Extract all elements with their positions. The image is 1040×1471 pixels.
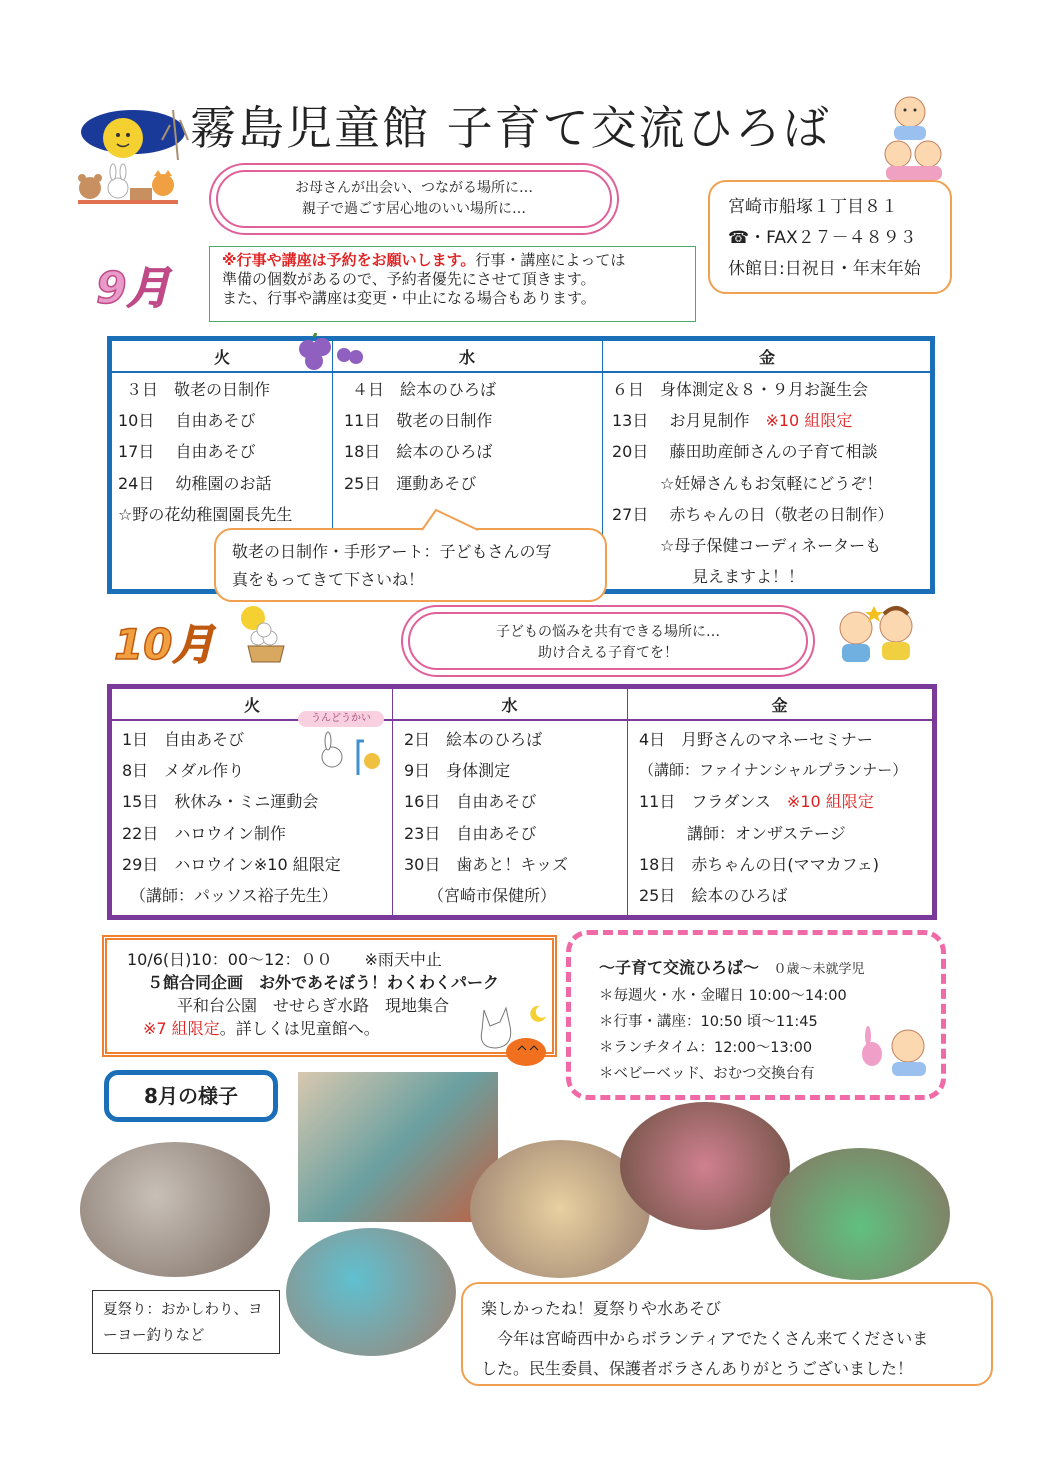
october-cloud-line: 助け合える子育てを！ [538, 645, 678, 661]
column-header-wednesday: 水 [501, 696, 518, 715]
schedule-entry: 29日 ハロウイン※10 組限定 [122, 854, 341, 874]
schedule-entry: 22日 ハロウイン制作 [122, 823, 286, 843]
september-wednesday-column [344, 374, 496, 499]
schedule-entry: ☆母子保健コーディネーターも [612, 536, 882, 556]
schedule-entry: 11日 敬老の日制作 [344, 411, 493, 431]
schedule-entry-text: 11日 フラダンス [639, 792, 771, 812]
schedule-entry: 15日 秋休み・ミニ運動会 [122, 792, 319, 812]
schedule-entry: 2日 絵本のひろば [404, 730, 543, 749]
schedule-entry: 25日 運動あそび [344, 473, 477, 493]
october-cloud-line: 子どもの悩みを共有できる場所に… [496, 624, 720, 640]
grape-icon [294, 333, 366, 373]
schedule-entry: （講師：ファイナンシャルプランナー） [639, 761, 908, 780]
schedule-entry: ☆野の花幼稚園園長先生 [118, 504, 293, 524]
intro-cloud [216, 170, 612, 228]
hiroba-title: ～子育て交流ひろば～ [599, 958, 760, 977]
event-location: 平和台公園 せせらぎ水路 現地集合 [177, 996, 450, 1015]
hiroba-item: ＊ランチタイム：12:00～13:00 [599, 1040, 813, 1056]
limit-badge: ※10 組限定 [786, 792, 874, 812]
schedule-entry: 17日 自由あそび [118, 442, 256, 462]
schedule-entry: 9日 身体測定 [404, 761, 511, 781]
august-section-label: 8月の様子 [104, 1070, 278, 1122]
babies-illustration [880, 92, 950, 187]
phone-fax: ☎・FAX２７－４８９３ [728, 228, 917, 248]
hiroba-age: ０歳～未就学児 [773, 962, 865, 977]
schedule-entry: 1日 自由あそび [122, 730, 245, 749]
schedule-entry: 4日 月野さんのマネーセミナー [639, 730, 873, 749]
banner-text: うんどうかい [311, 713, 371, 724]
reservation-notice [209, 246, 696, 322]
schedule-entry: 18日 絵本のひろば [344, 442, 493, 462]
event-datetime: 10/6(日)10：00～12：００ ※雨天中止 [127, 950, 442, 969]
hiroba-item: ＊毎週火・水・金曜日 10:00～14:00 [599, 988, 847, 1004]
hiroba-item: ＊ベビーベッド、おむつ交換台有 [599, 1066, 815, 1082]
month-label-september: 9月 [96, 263, 171, 314]
limit-badge: ※10 組限定 [765, 411, 853, 431]
schedule-entry: 見えますよ！！ [612, 567, 805, 587]
schedule-entry: 24日 幼稚園のお話 [118, 473, 272, 493]
notice-text: また、行事や講座は変更・中止になる場合もあります。 [222, 289, 596, 307]
event-title: ５館合同企画 お外であそぼう！わくわくパーク [147, 973, 500, 992]
schedule-entry-text: 13日 お月見制作 [612, 411, 750, 431]
bubble-line: 敬老の日制作・手形アート：子どもさんの写 [232, 542, 552, 561]
column-header-wednesday: 水 [458, 348, 475, 367]
october-wednesday-column [404, 724, 568, 911]
address-box [708, 180, 952, 294]
page-title: 霧島児童館 子育て交流ひろば [190, 101, 831, 155]
water-play-photo-1 [298, 1072, 498, 1222]
message-line: した。民生委員、保護者ボラさんありがとうございました！ [481, 1359, 914, 1378]
schedule-entry: ３日 敬老の日制作 [126, 380, 271, 399]
schedule-entry [639, 786, 907, 817]
handprint-bubble [214, 528, 607, 602]
pool-photo-1 [620, 1102, 790, 1230]
schedule-entry: 30日 歯あと！キッズ [404, 854, 569, 874]
september-friday-column [612, 374, 893, 592]
limit-badge: ※7 組限定 [143, 1019, 220, 1038]
schedule-entry: ６日 身体測定＆８・９月お誕生会 [612, 380, 869, 399]
schedule-entry: ４日 絵本のひろば [352, 380, 497, 399]
notice-emphasis: ※行事や講座は予約をお願いします。 [222, 251, 476, 269]
closed-days: 休館日:日祝日・年末年始 [728, 259, 921, 279]
schedule-entry: 10日 自由あそび [118, 411, 256, 431]
column-header-tuesday: 火 [213, 348, 230, 367]
schedule-entry [612, 405, 893, 436]
caption-line: ーヨー釣りなど [103, 1328, 205, 1344]
september-tuesday-column [118, 374, 292, 530]
summer-festival-caption [92, 1290, 280, 1354]
bubble-line: 真をもってきて下さいね！ [232, 570, 425, 589]
schedule-entry: 27日 赤ちゃんの日（敬老の日制作） [612, 504, 894, 524]
column-header-friday: 金 [771, 696, 788, 715]
baby-rabbit-illustration [856, 1024, 936, 1080]
hiroba-item: ＊行事・講座：10:50 頃～11:45 [599, 1014, 818, 1030]
halloween-cat-pumpkin-icon [470, 1000, 550, 1068]
message-line: 今年は宮崎西中からボランティアでたくさん来てくださいま [481, 1329, 929, 1348]
month-label-october: 10月 [114, 620, 215, 669]
schedule-entry: （講師：パッソス裕子先生） [122, 886, 338, 906]
moon-rabbit-illustration [78, 100, 193, 218]
caption-line: 夏祭り：おかしわり、ヨ [103, 1302, 263, 1318]
schedule-entry: 講師：オンザステージ [639, 823, 846, 843]
intro-cloud-line: お母さんが出会い、つながる場所に… [295, 180, 533, 196]
notice-text: 行事・講座によっては [475, 251, 626, 269]
schedule-entry: 20日 藤田助産師さんの子育て相談 [612, 442, 878, 462]
address-line: 宮崎市船塚１丁目８１ [728, 197, 898, 217]
column-header-tuesday: 火 [243, 696, 260, 715]
schedule-entry: ☆妊婦さんもお気軽にどうぞ！ [612, 473, 883, 493]
august-message-bubble [461, 1282, 993, 1386]
october-cloud [408, 612, 808, 670]
intro-cloud-line: 親子で過ごす居心地のいい場所に… [302, 201, 526, 217]
schedule-entry: 8日 メダル作り [122, 761, 245, 781]
october-tuesday-column [122, 724, 341, 911]
pool-photo-2 [770, 1148, 950, 1280]
event-note: 。詳しくは児童館へ。 [219, 1019, 380, 1038]
schedule-entry: 18日 赤ちゃんの日(ママカフェ) [639, 854, 880, 874]
october-friday-column [639, 724, 907, 911]
bubble-tail [420, 508, 480, 532]
schedule-entry: （宮崎市保健所） [404, 886, 557, 906]
october-schedule-table [107, 684, 937, 920]
two-children-illustration [834, 600, 924, 670]
schedule-entry: 16日 自由あそび [404, 792, 537, 812]
tsukimi-dango-icon [228, 604, 303, 664]
schedule-entry: 25日 絵本のひろば [639, 886, 788, 906]
message-line: 楽しかったね！夏祭りや水あそび [481, 1299, 722, 1318]
water-play-photo-2 [286, 1228, 456, 1356]
schedule-entry: 23日 自由あそび [404, 823, 537, 843]
summer-festival-photo [80, 1142, 270, 1277]
notice-text: 準備の個数があるので、予約者優先にさせて頂きます。 [222, 270, 596, 288]
column-header-friday: 金 [758, 348, 775, 367]
